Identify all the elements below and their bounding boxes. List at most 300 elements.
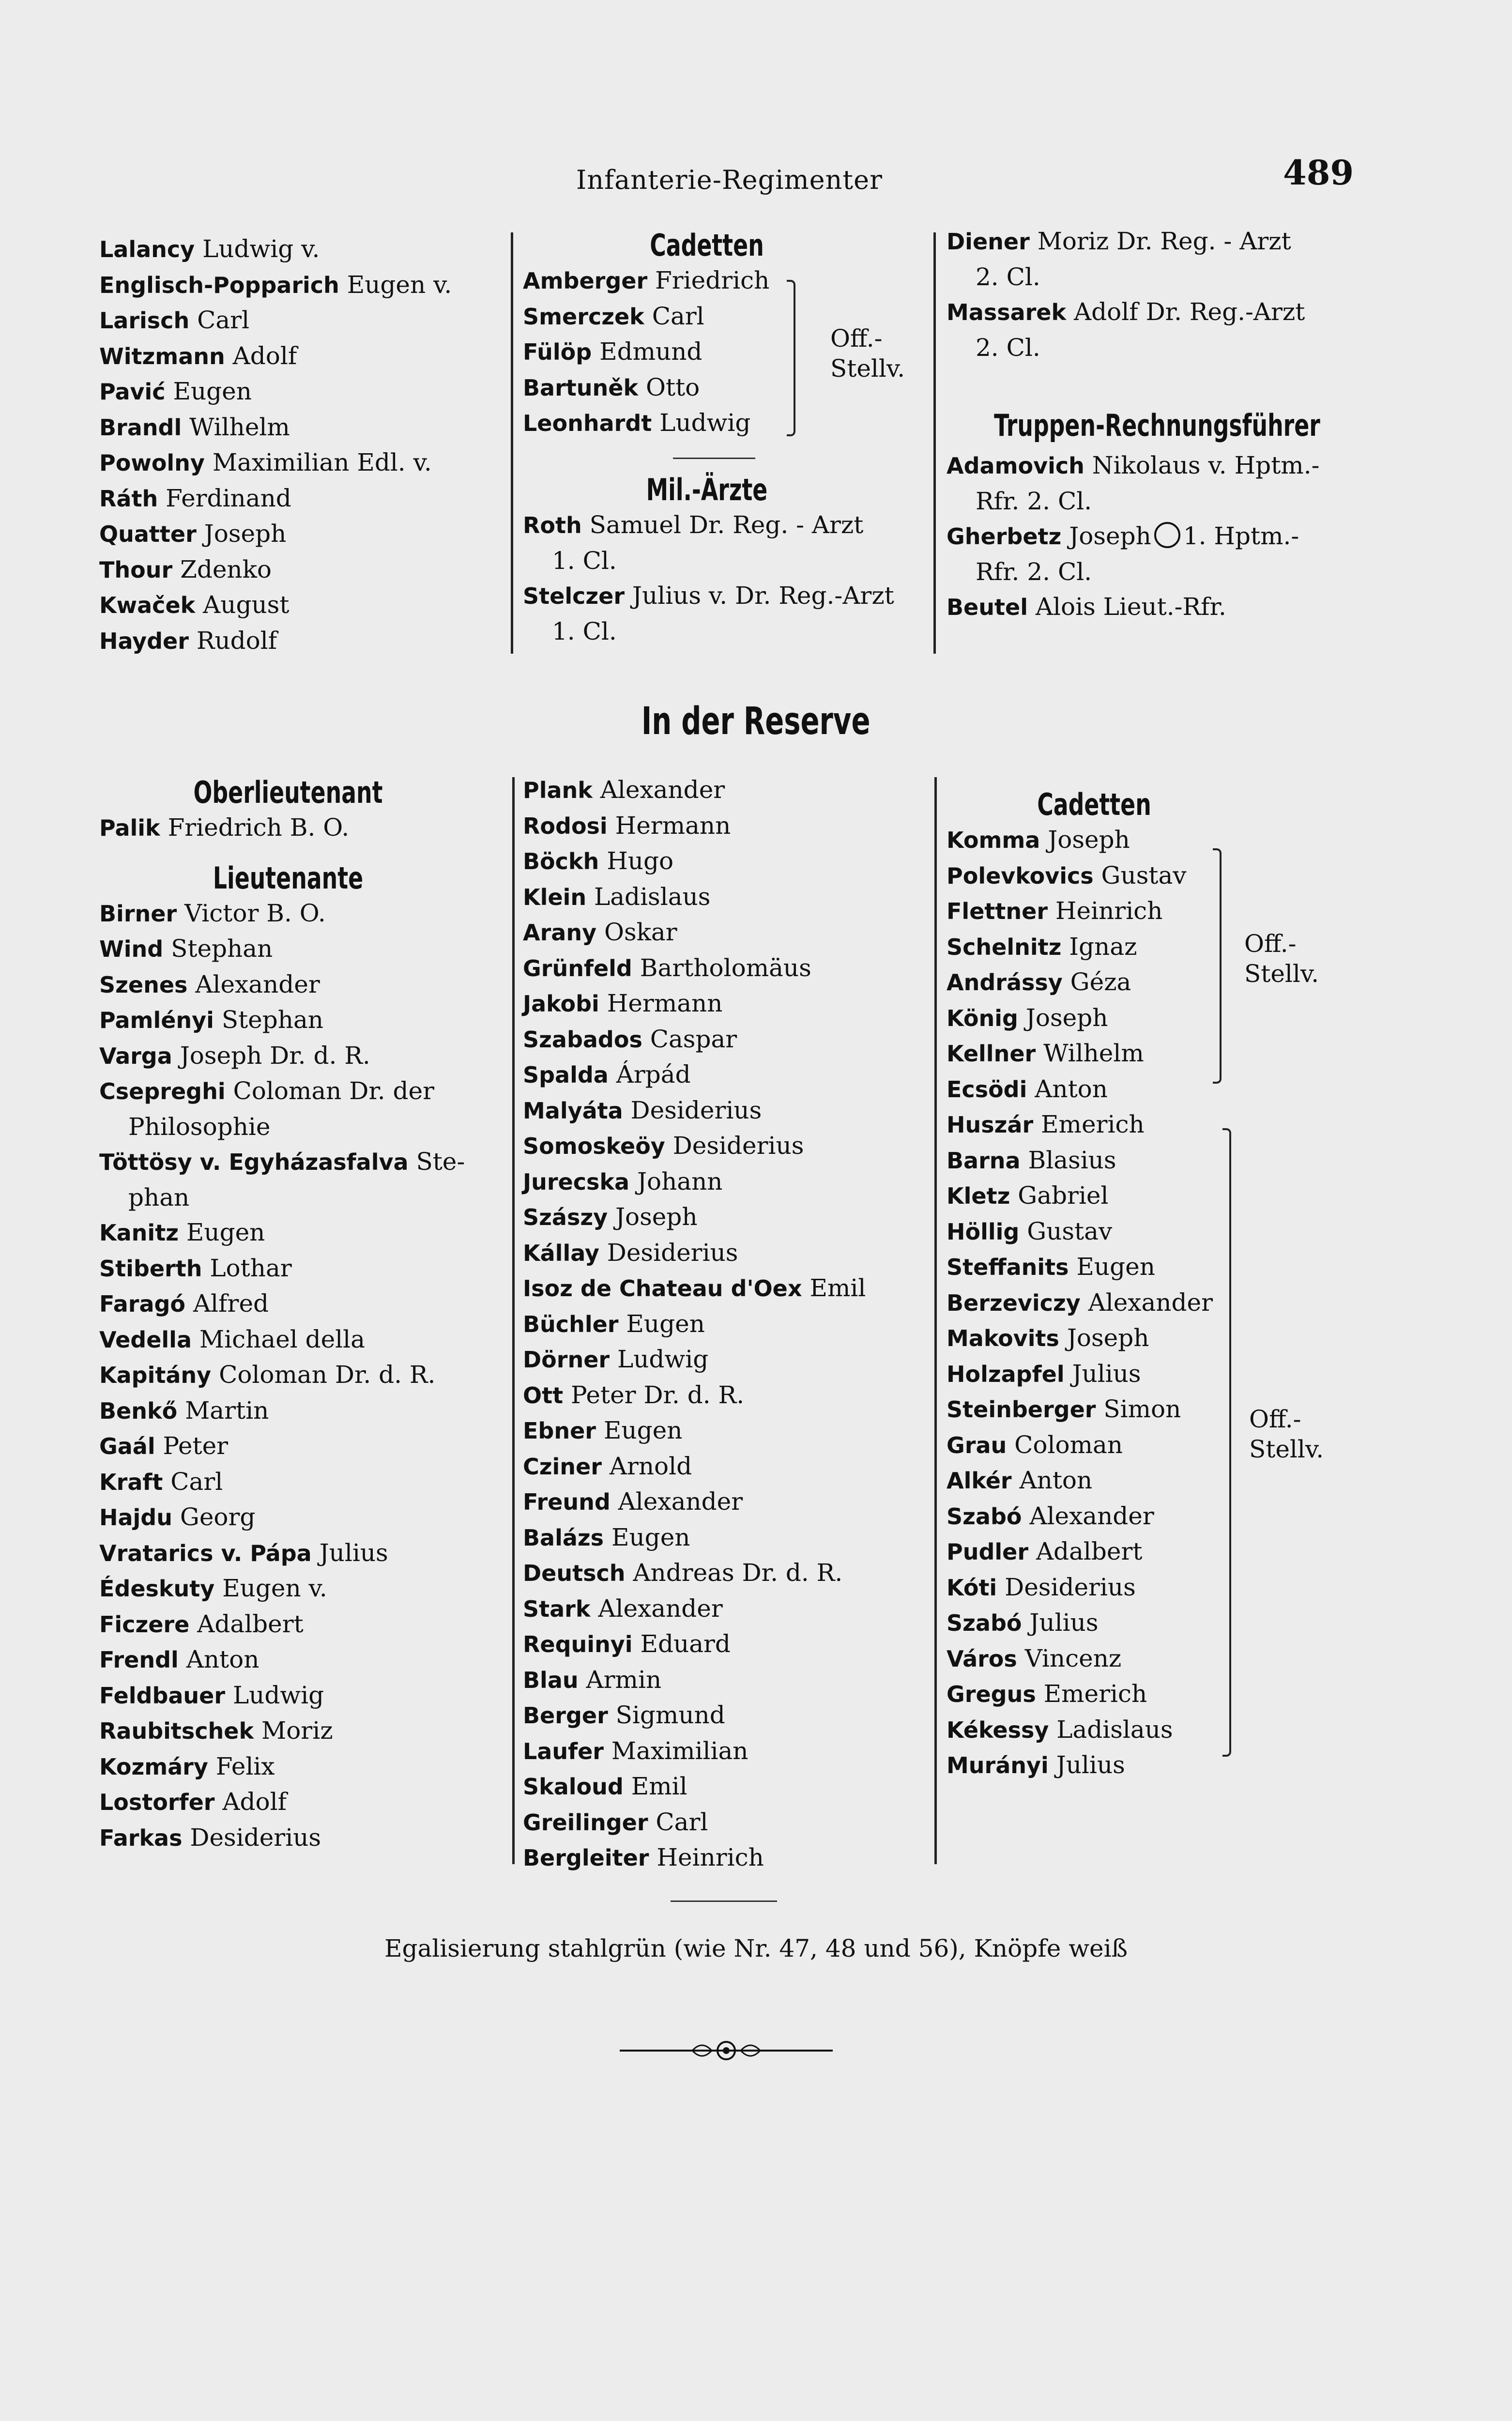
name-entry	[523, 1378, 934, 1413]
given-names: Coloman	[1014, 1430, 1123, 1459]
surname: Barna	[947, 1147, 1021, 1174]
surname: Malyáta	[523, 1097, 623, 1124]
given-names: Lothar	[210, 1254, 292, 1282]
given-names: Victor B. O.	[184, 899, 326, 927]
surname: Makovits	[947, 1325, 1059, 1351]
column-divider	[512, 777, 515, 1864]
surname: Fülöp	[523, 339, 592, 365]
surname: Isoz de Chateau d'Oex	[523, 1275, 802, 1302]
name-entry	[99, 410, 496, 445]
given-names: Alexander	[195, 970, 320, 998]
surname: Jurecska	[523, 1168, 630, 1195]
surname: Englisch-Popparich	[99, 272, 339, 298]
surname: Szenes	[99, 971, 188, 998]
surname: Grünfeld	[523, 955, 632, 981]
given-names: Ludwig	[232, 1681, 324, 1709]
name-entry	[99, 896, 501, 932]
name-entry	[947, 1143, 1382, 1179]
given-names: Eugen v.	[222, 1574, 327, 1602]
given-names: Joseph	[1048, 826, 1130, 854]
surname: Witzmann	[99, 343, 225, 369]
name-entry	[523, 1413, 934, 1449]
name-entry	[99, 810, 501, 846]
name-entry	[523, 1449, 934, 1485]
given-names: Simon	[1103, 1395, 1181, 1423]
surname: Dörner	[523, 1347, 610, 1373]
given-names: Carl	[652, 302, 704, 330]
name-entry	[99, 1215, 501, 1251]
given-names: Eduard	[640, 1630, 731, 1658]
given-names: Anton	[1019, 1466, 1093, 1494]
column-divider	[511, 232, 513, 654]
given-names: Peter	[163, 1432, 229, 1460]
name-entry	[523, 1235, 934, 1271]
surname: Deutsch	[523, 1560, 626, 1586]
given-names: Friedrich	[655, 266, 770, 294]
given-names: Carl	[170, 1467, 223, 1496]
given-names: Joseph Dr. d. R.	[180, 1041, 370, 1070]
given-names: Hermann	[607, 989, 723, 1017]
bracket	[787, 280, 795, 436]
given-names: Hugo	[607, 847, 674, 875]
surname: Frendl	[99, 1647, 179, 1673]
given-names: Maximilian Edl. v.	[212, 448, 432, 476]
surname: König	[947, 1005, 1018, 1031]
given-names: Andreas Dr. d. R.	[633, 1559, 843, 1587]
surname: Diener	[947, 229, 1030, 255]
surname: Adamovich	[947, 453, 1084, 479]
name-entry	[947, 1712, 1382, 1748]
name-entry	[99, 1073, 501, 1109]
name-entry	[99, 1784, 501, 1820]
given-names: Moriz Dr. Reg. - Arzt	[1037, 227, 1291, 255]
surname: Raubitschek	[99, 1718, 254, 1744]
given-names: Wilhelm	[1043, 1039, 1144, 1067]
given-names: August	[203, 591, 290, 619]
given-names: Alexander	[598, 1594, 723, 1623]
name-entry	[947, 484, 1382, 519]
given-names: Desiderius	[190, 1823, 321, 1852]
mil-aerzte-block	[523, 472, 930, 649]
surname: Blau	[523, 1667, 579, 1693]
surname: Kozmáry	[99, 1753, 208, 1780]
surname: Greilinger	[523, 1809, 648, 1836]
surname: Larisch	[99, 307, 190, 334]
surname: Ebner	[523, 1418, 596, 1444]
surname: Töttösy v. Egyházasfalva	[99, 1149, 409, 1175]
surname: Csepreghi	[99, 1078, 226, 1104]
name-entry	[947, 589, 1382, 625]
given-names: Joseph	[204, 520, 287, 548]
given-names: Bartholomäus	[640, 953, 811, 982]
surname: Lostorfer	[99, 1789, 215, 1815]
name-entry	[99, 231, 496, 267]
name-entry	[947, 1641, 1382, 1677]
surname: Jakobi	[523, 991, 599, 1017]
given-names: Desiderius	[607, 1238, 738, 1267]
given-names: Alexander	[1029, 1502, 1154, 1530]
name-entry	[99, 1749, 501, 1785]
top-column-1	[99, 231, 496, 659]
surname: Klein	[523, 884, 587, 910]
surname: Beutel	[947, 594, 1028, 620]
given-names: Ferdinand	[166, 484, 291, 512]
name-entry	[523, 1057, 934, 1093]
surname: Benkő	[99, 1397, 178, 1424]
reserve-title	[0, 700, 1512, 743]
surname: Büchler	[523, 1311, 619, 1337]
surname: Roth	[523, 512, 582, 538]
name-entry	[523, 1164, 934, 1200]
name-entry	[99, 552, 496, 588]
surname: Schelnitz	[947, 934, 1062, 960]
bracket-label-line-1: Off.-	[830, 324, 883, 352]
name-entry	[99, 1322, 501, 1358]
surname: Kraft	[99, 1469, 163, 1495]
name-entry	[523, 1733, 934, 1769]
surname: Skaloud	[523, 1774, 624, 1800]
given-names: Johann	[637, 1167, 723, 1195]
surname: Steffanits	[947, 1254, 1069, 1280]
name-entry	[523, 915, 934, 950]
given-names: Rfr. 2. Cl.	[976, 487, 1092, 515]
section-rule	[673, 458, 755, 459]
given-names: Rfr. 2. Cl.	[976, 557, 1092, 586]
given-names: 2. Cl.	[976, 262, 1040, 291]
name-entry	[947, 858, 1382, 894]
name-entry	[99, 1038, 501, 1074]
surname: Szabados	[523, 1026, 642, 1053]
name-entry	[947, 554, 1382, 590]
given-names: Alexander	[1088, 1288, 1213, 1317]
given-names: Eugen	[611, 1523, 690, 1551]
given-names: Gustav	[1101, 861, 1187, 889]
reserve-column-1	[99, 775, 501, 1855]
given-names: Eugen	[603, 1416, 683, 1444]
name-entry	[523, 950, 934, 986]
surname: Arany	[523, 919, 597, 946]
off-stellv-label	[830, 323, 905, 383]
surname: Balázs	[523, 1524, 604, 1551]
surname: Smerczek	[523, 303, 644, 330]
page-number: 489	[1283, 153, 1354, 193]
surname: Höllig	[947, 1218, 1020, 1245]
name-entry	[947, 893, 1382, 929]
surname: Polevkovics	[947, 862, 1094, 889]
given-names: Coloman Dr. d. R.	[219, 1361, 436, 1389]
given-names: Heinrich	[657, 1843, 764, 1871]
name-entry	[523, 1306, 934, 1342]
given-names: Blasius	[1028, 1146, 1116, 1174]
name-entry	[99, 1607, 501, 1642]
bracket	[1213, 848, 1222, 1084]
given-names: Stephan	[171, 935, 273, 963]
given-names: Julius	[319, 1538, 388, 1567]
surname: Ecsödi	[947, 1076, 1027, 1103]
given-names: Friedrich B. O.	[168, 813, 350, 842]
name-entry	[99, 1464, 501, 1500]
given-names: Sigmund	[615, 1701, 725, 1729]
name-entry	[523, 1555, 934, 1591]
surname: Birner	[99, 900, 177, 927]
name-entry	[99, 1357, 501, 1393]
name-entry	[947, 294, 1382, 330]
name-entry	[947, 1249, 1382, 1285]
surname: Bergleiter	[523, 1845, 649, 1871]
reserve-column-2	[523, 772, 934, 1876]
given-names: Adolf	[222, 1788, 287, 1816]
given-names: Oskar	[604, 918, 677, 946]
given-names: Hermann	[615, 811, 731, 840]
surname: Stiberth	[99, 1255, 202, 1282]
surname: Wind	[99, 936, 164, 962]
surname: Lalancy	[99, 236, 195, 262]
name-entry	[947, 1214, 1382, 1250]
given-names: Eugen	[626, 1309, 705, 1338]
surname: Szabó	[947, 1610, 1022, 1636]
surname: Quatter	[99, 521, 197, 547]
given-names: Desiderius	[672, 1132, 804, 1160]
surname: Kékessy	[947, 1716, 1049, 1743]
name-entry	[99, 1642, 501, 1678]
surname: Édeskuty	[99, 1576, 215, 1602]
surname: Murányi	[947, 1752, 1049, 1778]
name-entry	[947, 1463, 1382, 1499]
surname: Somoskeöy	[523, 1133, 665, 1159]
surname: Grau	[947, 1432, 1007, 1458]
name-entry	[523, 1591, 934, 1627]
bracket-label-line-1: Off.-	[1249, 1405, 1301, 1433]
lieutenante-heading: Lieutenante	[213, 860, 364, 896]
surname: Pavić	[99, 379, 166, 405]
name-entry	[99, 1571, 501, 1607]
name-entry	[99, 516, 496, 552]
given-names: Heinrich	[1055, 897, 1163, 925]
surname: Ráth	[99, 485, 158, 512]
name-entry	[523, 986, 934, 1022]
surname: Feldbauer	[99, 1682, 226, 1709]
surname: Szabó	[947, 1503, 1022, 1530]
name-entry	[99, 623, 496, 659]
given-names: Samuel Dr. Reg. - Arzt	[589, 511, 864, 539]
surname: Flettner	[947, 898, 1048, 924]
name-entry	[947, 1000, 1382, 1036]
surname: Massarek	[947, 299, 1067, 325]
given-names: Armin	[586, 1665, 662, 1694]
name-entry	[523, 405, 930, 441]
section-rule	[671, 1900, 777, 1902]
name-entry	[99, 1393, 501, 1429]
surname: Palik	[99, 815, 160, 841]
given-names: Zdenko	[180, 555, 272, 583]
name-entry	[523, 1022, 934, 1057]
surname: Kállay	[523, 1240, 599, 1266]
surname: Kapitány	[99, 1362, 212, 1388]
given-names: Gabriel	[1018, 1181, 1109, 1210]
given-names: Peter Dr. d. R.	[571, 1380, 745, 1409]
surname: Kwaček	[99, 592, 196, 618]
name-entry	[523, 578, 930, 614]
given-names: Eugen v.	[347, 270, 452, 299]
surname: Gherbetz	[947, 523, 1062, 550]
given-names: Gustav	[1027, 1217, 1113, 1245]
name-entry	[947, 1072, 1382, 1107]
surname: Komma	[947, 827, 1040, 853]
given-names: Michael della	[199, 1325, 365, 1353]
name-entry	[523, 1698, 934, 1733]
name-entry	[523, 507, 930, 543]
given-names: Anton	[186, 1645, 260, 1673]
surname: Kletz	[947, 1183, 1010, 1209]
surname: Kanitz	[99, 1220, 179, 1246]
name-entry	[523, 1128, 934, 1164]
surname: Hajdu	[99, 1504, 172, 1531]
surname: Ficzere	[99, 1611, 190, 1638]
name-entry	[947, 1676, 1382, 1712]
given-names: Ste-	[416, 1148, 465, 1176]
name-entry	[947, 448, 1382, 484]
name-entry	[99, 1144, 501, 1180]
name-entry	[523, 879, 934, 915]
surname: Alkér	[947, 1468, 1012, 1494]
name-entry	[99, 931, 501, 967]
surname: Farkas	[99, 1824, 183, 1851]
surname: Vratarics v. Pápa	[99, 1540, 312, 1566]
name-entry	[99, 1678, 501, 1714]
name-entry	[99, 481, 496, 517]
name-entry	[99, 1251, 501, 1287]
surname: Faragó	[99, 1291, 186, 1317]
given-names: Julius	[1056, 1751, 1125, 1779]
truppen-rechnungsfuehrer-heading: Truppen-Rechnungsführer	[994, 408, 1320, 443]
surname: Spalda	[523, 1062, 609, 1088]
name-entry	[99, 267, 496, 303]
surname: Huszár	[947, 1112, 1034, 1138]
name-entry	[523, 1805, 934, 1840]
given-names: Anton	[1035, 1074, 1108, 1103]
given-names: Julius	[1072, 1359, 1141, 1388]
given-names: Martin	[185, 1396, 269, 1425]
surname: Bartuněk	[523, 374, 639, 401]
given-names: Caspar	[650, 1025, 737, 1053]
given-names: Felix	[215, 1752, 275, 1780]
surname: Andrássy	[947, 969, 1063, 996]
given-names: Wilhelm	[189, 413, 290, 441]
given-names: Coloman Dr. der	[233, 1077, 435, 1105]
name-entry	[947, 519, 1382, 554]
surname: Böckh	[523, 848, 599, 874]
given-names: Ladislaus	[594, 882, 711, 911]
name-entry	[99, 1109, 501, 1145]
name-entry	[99, 1002, 501, 1038]
given-names: Rudolf	[196, 626, 277, 655]
name-entry	[99, 303, 496, 338]
given-names: Otto	[645, 373, 700, 401]
name-entry	[947, 1285, 1382, 1321]
given-names: Adalbert	[1036, 1537, 1143, 1565]
bracket-label-line-1: Off.-	[1244, 930, 1297, 958]
given-names: Adolf	[232, 341, 297, 370]
name-entry	[947, 1534, 1382, 1570]
name-entry	[99, 967, 501, 1003]
name-entry	[99, 445, 496, 481]
given-names: Carl	[197, 306, 250, 334]
name-entry	[947, 1036, 1382, 1072]
name-entry	[99, 1535, 501, 1571]
surname: Város	[947, 1645, 1017, 1672]
surname: Pamlényi	[99, 1007, 214, 1033]
given-names: Ludwig	[617, 1345, 709, 1373]
given-names: Alexander	[618, 1487, 743, 1516]
name-entry	[523, 543, 930, 579]
name-entry	[99, 1820, 501, 1856]
name-entry	[947, 822, 1382, 858]
name-entry	[947, 1570, 1382, 1606]
surname: Thour	[99, 556, 173, 583]
surname: Gaál	[99, 1433, 155, 1459]
decorative-ornament	[620, 2034, 833, 2068]
name-entry	[523, 1662, 934, 1698]
surname: Gregus	[947, 1681, 1036, 1707]
name-entry	[523, 808, 934, 844]
name-entry	[523, 1093, 934, 1129]
given-names: Ludwig v.	[202, 235, 320, 263]
name-entry	[523, 1342, 934, 1378]
given-names: Géza	[1070, 968, 1131, 996]
name-entry	[947, 1605, 1382, 1641]
name-entry	[523, 1769, 934, 1805]
surname: Cziner	[523, 1453, 602, 1480]
name-entry	[947, 1499, 1382, 1534]
cadetten-heading: Cadetten	[650, 228, 764, 263]
name-entry	[523, 1626, 934, 1662]
surname: Kellner	[947, 1041, 1036, 1067]
given-names: Ignaz	[1069, 932, 1137, 961]
name-entry	[99, 1180, 501, 1215]
name-entry	[523, 263, 930, 299]
running-head: Infanterie-Regimenter	[576, 165, 883, 195]
surname: Kóti	[947, 1574, 997, 1601]
given-names: Julius	[1029, 1609, 1099, 1637]
surname: Stark	[523, 1595, 591, 1622]
given-names: Árpád	[616, 1060, 691, 1088]
given-names: Philosophie	[128, 1112, 271, 1141]
name-entry	[947, 1356, 1382, 1392]
footer-note: Egalisierung stahlgrün (wie Nr. 47, 48 und 56), Knöpfe weiß	[384, 1934, 1128, 1962]
name-entry	[523, 1199, 934, 1235]
surname: Leonhardt	[523, 410, 652, 436]
surname: Laufer	[523, 1738, 604, 1764]
name-entry	[947, 330, 1382, 366]
surname: Varga	[99, 1042, 172, 1069]
given-names: Adolf Dr. Reg.-Arzt	[1074, 298, 1305, 326]
surname: Brandl	[99, 414, 182, 441]
surname: Rodosi	[523, 812, 608, 839]
given-names: Joseph	[1069, 522, 1151, 550]
oberlieutenant-heading: Oberlieutenant	[193, 775, 383, 810]
bracket-label-line-2: Stellv.	[1249, 1435, 1324, 1463]
given-names: 1. Cl.	[552, 546, 617, 575]
name-entry	[523, 614, 930, 649]
given-names: Alfred	[193, 1289, 269, 1318]
given-names: 1. Cl.	[552, 617, 617, 645]
surname: Szászy	[523, 1204, 608, 1230]
surname: Hayder	[99, 628, 189, 654]
given-names: Carl	[656, 1808, 708, 1836]
given-names: Nikolaus v. Hptm.-	[1092, 451, 1320, 479]
given-names: Joseph	[615, 1203, 698, 1231]
name-entry	[523, 1840, 934, 1876]
